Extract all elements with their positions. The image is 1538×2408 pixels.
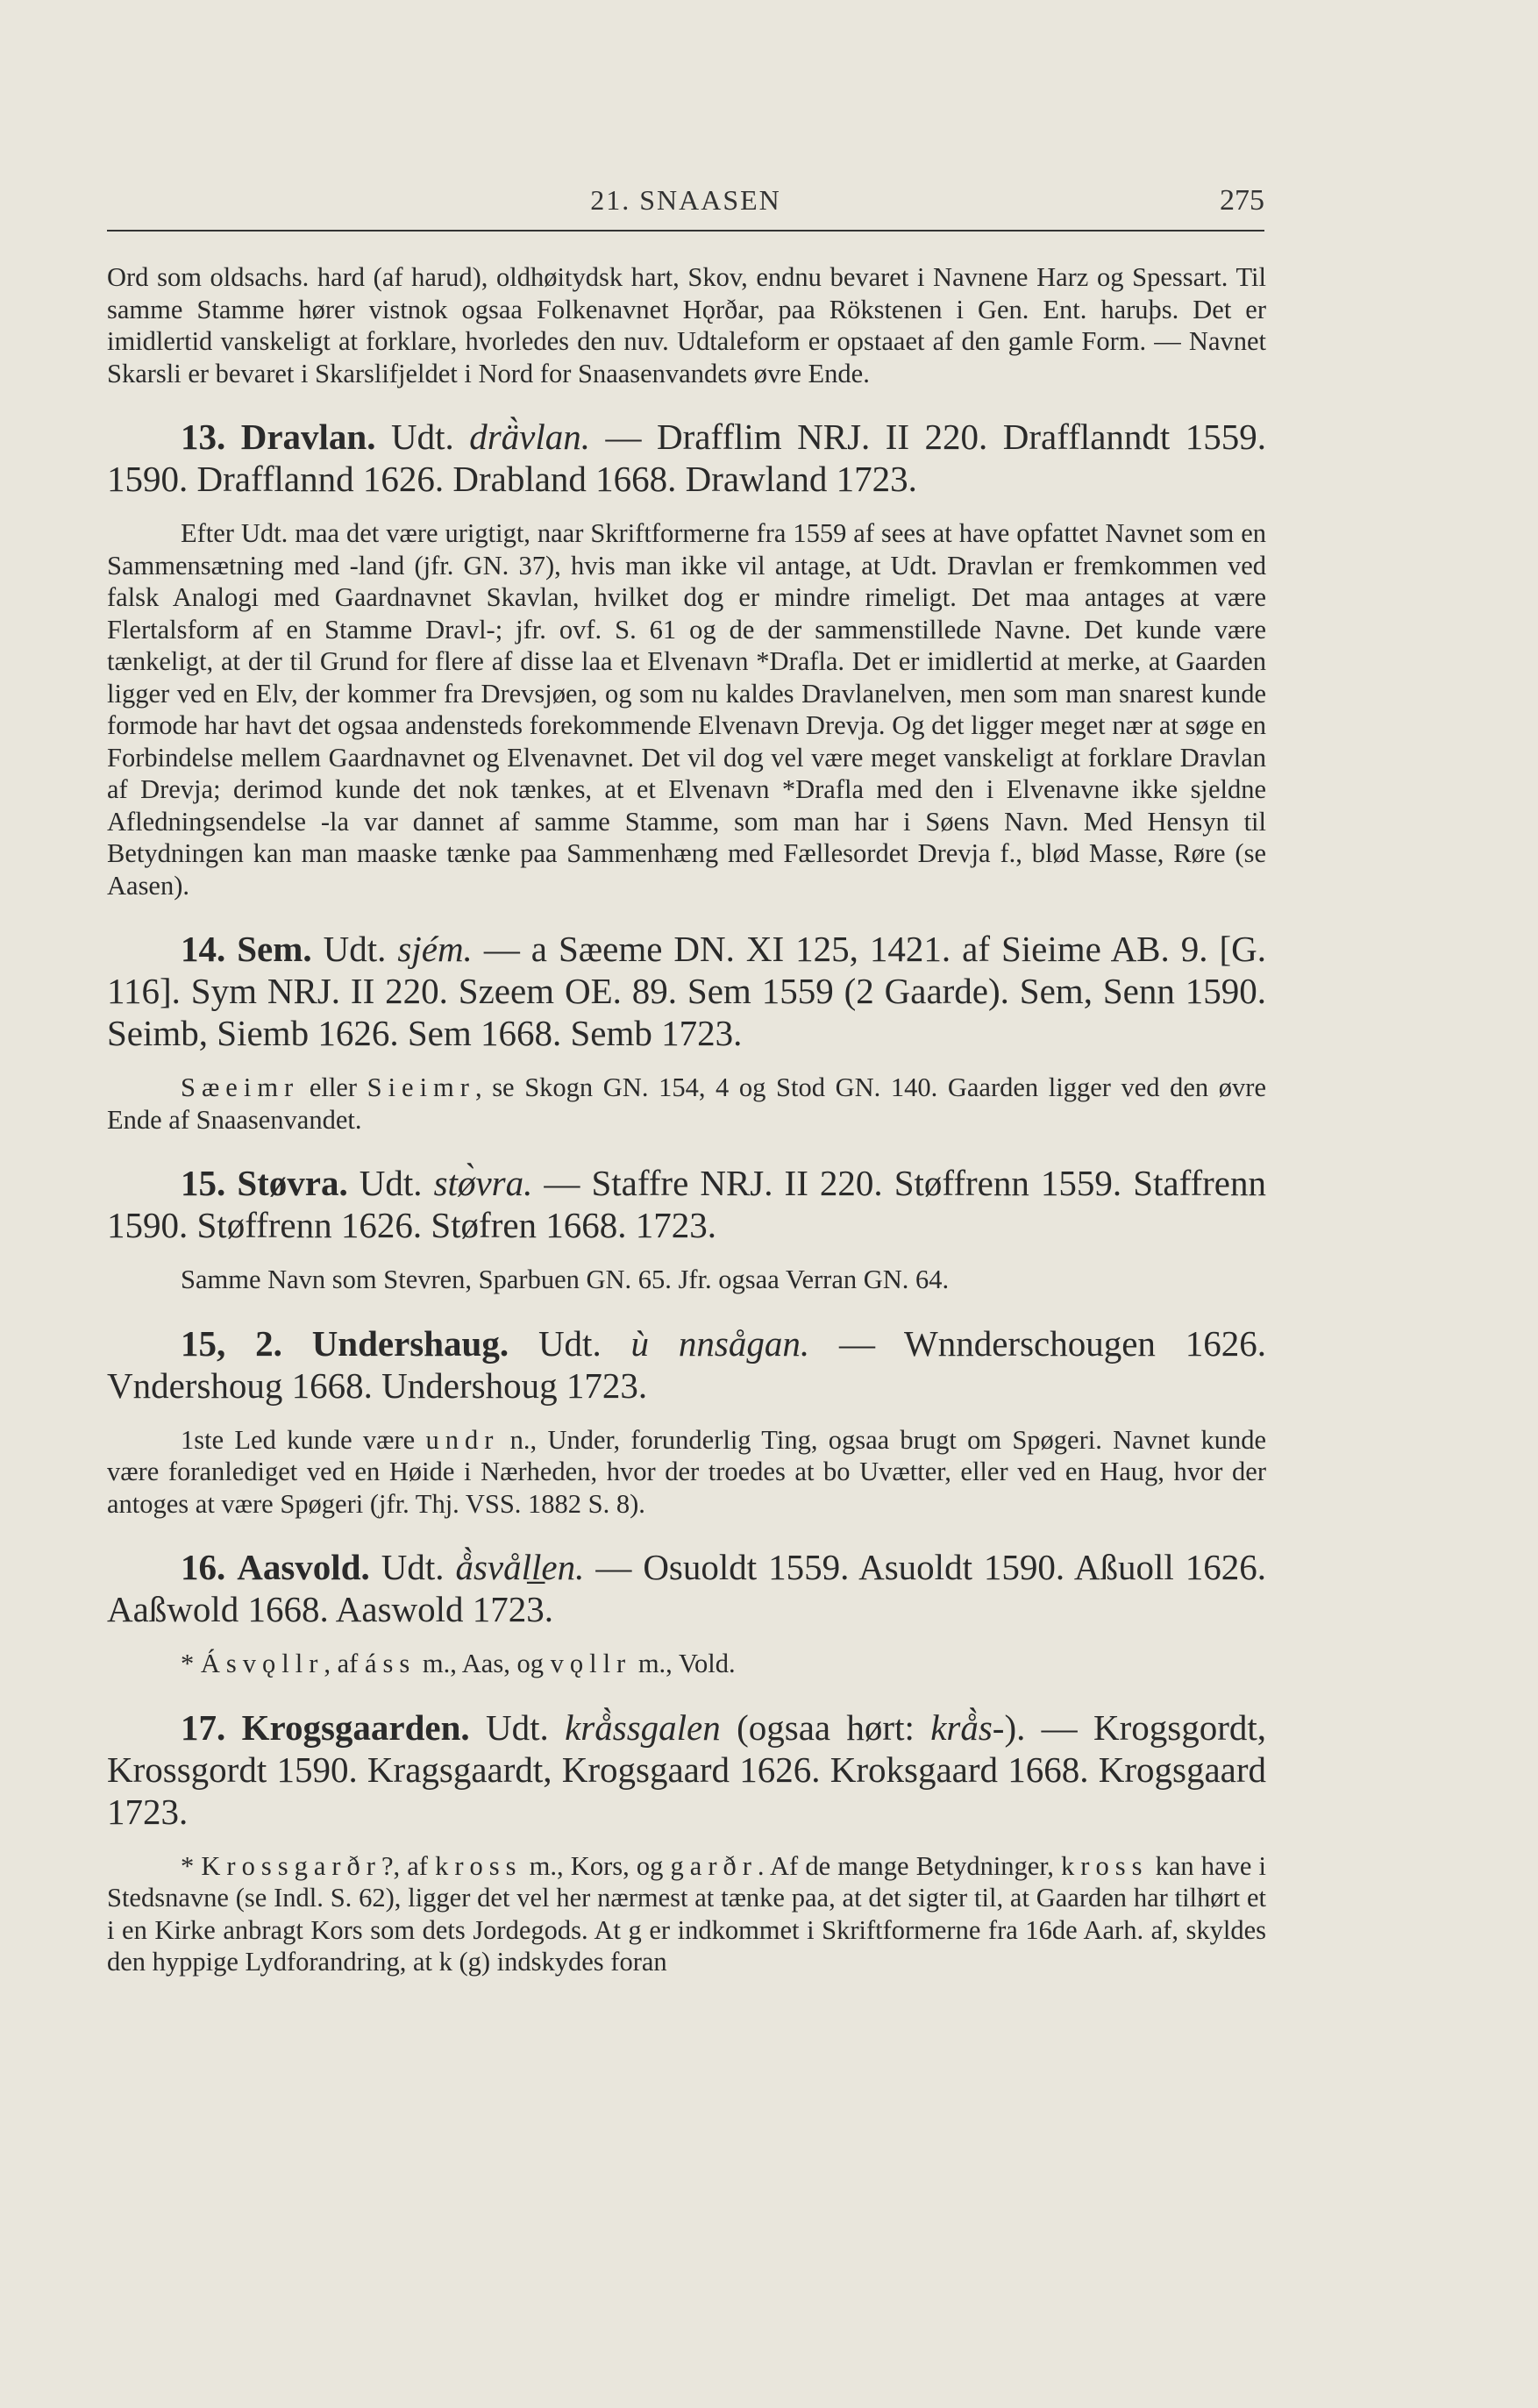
commentary-text: m., Aas, og (416, 1649, 551, 1678)
commentary-text: ?, af (381, 1850, 436, 1881)
commentary-text: eller (299, 1072, 367, 1102)
pronunciation: å̀svåll̲en. (455, 1547, 585, 1587)
udt-label: Udt. (381, 1547, 445, 1587)
commentary-text: n., Under, forunderlig Ting, ogsaa brugt om Spøgeri. Navnet kunde være foranlediget ved en Høide i Nærheden, hvor der troedes at bo Uvætter, eller ved en Haug, hvor der antoges at være Spøgeri (jfr. Thj. VSS. 1882 S. 8). (107, 1424, 1267, 1519)
entry-15-heading (107, 1162, 1266, 1246)
spaced-term: Ásvǫllr (200, 1649, 324, 1678)
spaced-term: áss (364, 1649, 417, 1678)
farm-name: Undershaug. (311, 1322, 509, 1364)
spaced-term: kross (1061, 1850, 1149, 1881)
historical-forms: — Drafflim NRJ. II 220. Drafflanndt 1559. 1590. Drafflannd 1626. Drabland 1668. Drawland 1723. (107, 417, 1267, 499)
commentary-text: kan have i Stedsnavne (se Indl. S. 62), ligger det vel her nærmest at tænke paa, at det sigter til, at Gaarden har tilhørt et i en Kirke anbragt Kors som dets Jordegods. At g er indkommet i Skriftformerne fra 16de Aarh. af, skyldes den hyppige Lydforandring, at k (g) indskydes foran (107, 1850, 1266, 1977)
spaced-term: garðr (670, 1850, 758, 1881)
pronunciation: stø̀vra. (433, 1163, 533, 1203)
farm-name: Krogsgaarden. (241, 1706, 470, 1748)
entry-number: 14. (181, 929, 226, 969)
historical-forms: — Wnnderschougen 1626. Vndershoug 1668. Undershoug 1723. (107, 1322, 1267, 1406)
entry-15-2-commentary (107, 1424, 1266, 1521)
entry-number: 17. (181, 1706, 226, 1748)
entry-15-2-heading (107, 1322, 1266, 1407)
farm-name: Sem. (237, 929, 312, 969)
pronunciation: drä̀vlan. (469, 417, 590, 457)
entry-17-commentary (107, 1850, 1266, 1978)
historical-forms: — Osuoldt 1559. Asuoldt 1590. Aßuoll 1626. Aaßwold 1668. Aaswold 1723. (107, 1547, 1267, 1629)
entry-14-heading (107, 928, 1266, 1054)
commentary-text: , se Skogn GN. 154, 4 og Stod GN. 140. Gaarden ligger ved den øvre Ende af Snaasenvandet. (107, 1072, 1266, 1135)
entry-16-heading (107, 1546, 1266, 1630)
continued-paragraph: Ord som oldsachs. hard (af harud), oldhøitydsk hart, Skov, endnu bevaret i Navnene Harz og Spessart. Til samme Stamme hører vistnok ogsaa Folkenavnet Hǫrðar, paa Rökstenen i Gen. Ent. haruþs. Det er imidlertid vanskeligt at forklare, hvorledes den nuv. Udtaleform er opstaaet af den gamle Form. — Navnet Skarsli er bevaret i Skarslifjeldet i Nord for Snaasenvandets øvre Ende. (107, 262, 1266, 388)
udt-label: Udt. (323, 929, 387, 969)
udt-label: Udt. (486, 1706, 549, 1748)
commentary-text: . Af de mange Betydninger, (757, 1850, 1062, 1881)
historical-forms: — Staffre NRJ. II 220. Støffrenn 1559. Staffrenn 1590. Støffrenn 1626. Støfren 1668. 1723. (107, 1163, 1267, 1245)
entry-14-commentary (107, 1072, 1266, 1136)
spaced-term: Sieimr (367, 1072, 475, 1102)
entry-number: 15. (181, 1163, 226, 1203)
farm-name: Støvra. (237, 1163, 348, 1203)
farm-name: Dravlan. (240, 417, 376, 457)
pronunciation: ù nnsågan. (630, 1322, 810, 1364)
historical-forms: (ogsaa hørt: (720, 1706, 931, 1748)
commentary-text: m., Kors, og (522, 1850, 671, 1881)
entry-15-commentary: Samme Navn som Stevren, Sparbuen GN. 65. Jfr. ogsaa Verran GN. 64. (181, 1265, 950, 1294)
commentary-text: * (181, 1850, 202, 1881)
farm-name: Aasvold. (237, 1547, 370, 1587)
historical-forms: — a Sæeme DN. XI 125, 1421. af Sieime AB. 9. [G. 116]. Sym NRJ. II 220. Szeem OE. 89. Sem 1559 (2 Gaarde). Sem, Senn 1590. Seimb, Siemb 1626. Sem 1668. Semb 1723. (107, 929, 1267, 1053)
commentary-text: 1ste Led kunde være (181, 1424, 426, 1455)
spaced-term: kross (435, 1850, 523, 1881)
page-body (107, 261, 1266, 1978)
pronunciation: krå̀ssgalen (565, 1706, 721, 1748)
entry-number: 13. (181, 417, 226, 457)
entry-17-heading (107, 1706, 1266, 1833)
spaced-term: vǫllr (550, 1649, 632, 1678)
entry-13-heading (107, 416, 1266, 500)
udt-label: Udt. (538, 1322, 602, 1364)
page-number: 275 (1220, 184, 1264, 217)
entry-number: 15, 2. (181, 1322, 282, 1364)
historical-forms: ). — Krogsgordt, Krossgordt 1590. Kragsgaardt, Krogsgaard 1626. Kroksgaard 1668. Krogsgaard 1723. (107, 1706, 1267, 1832)
running-header (107, 181, 1264, 232)
commentary-text: m., Vold. (631, 1649, 736, 1678)
entry-16-commentary (107, 1648, 1266, 1680)
spaced-term: Krossgarðr (201, 1850, 381, 1881)
spaced-term: Sæeimr (181, 1072, 300, 1102)
chapter-title: 21. SNAASEN (590, 184, 781, 216)
pronunciation: sjém. (397, 929, 473, 969)
spaced-term: undr (425, 1424, 500, 1455)
commentary-text: * (181, 1649, 201, 1678)
udt-label: Udt. (359, 1163, 423, 1203)
udt-label: Udt. (390, 417, 454, 457)
commentary-text: , af (324, 1649, 365, 1678)
entry-13-commentary: Efter Udt. maa det være urigtigt, naar Skriftformerne fra 1559 af sees at have opfattet Navnet som en Sammensætning med -land (jfr. GN. 37), hvis man ikke vil antage, at Udt. Dravlan er fremkommen ved falsk Analogi med Gaardnavnet Skavlan, hvilket dog er mindre rimeligt. Det maa antages at være Flertalsform af en Stamme Dravl-; jfr. ovf. S. 61 og de der sammenstillede Navne. Det kunde være tænkeligt, at der til Grund for flere af disse laa et Elvenavn *Drafla. Det er imidlertid at merke, at Gaarden ligger ved en Elv, der kommer fra Drevsjøen, og som nu kaldes Dravlanelven, men som man snarest kunde formode har havt det ogsaa andensteds forekommende Elvenavn Drevja. Og det ligger meget nær at søge en Forbindelse mellem Gaardnavnet og Elvenavnet. Det vil dog vel være meget vanskeligt at forklare Dravlan af Drevja; derimod kunde det nok tænkes, at et Elvenavn *Drafla med den i Elvenavne ikke sjeldne Afledningsendelse -la var dannet af samme Stamme, som man har i Søens Navn. Med Hensyn til Betydningen kan man maaske tænke paa Sammenhæng med Fællesordet Drevja f., blød Masse, Røre (se Aasen). (107, 518, 1266, 901)
entry-number: 16. (181, 1547, 226, 1587)
pronunciation-variant: krå̀s- (930, 1706, 1005, 1748)
